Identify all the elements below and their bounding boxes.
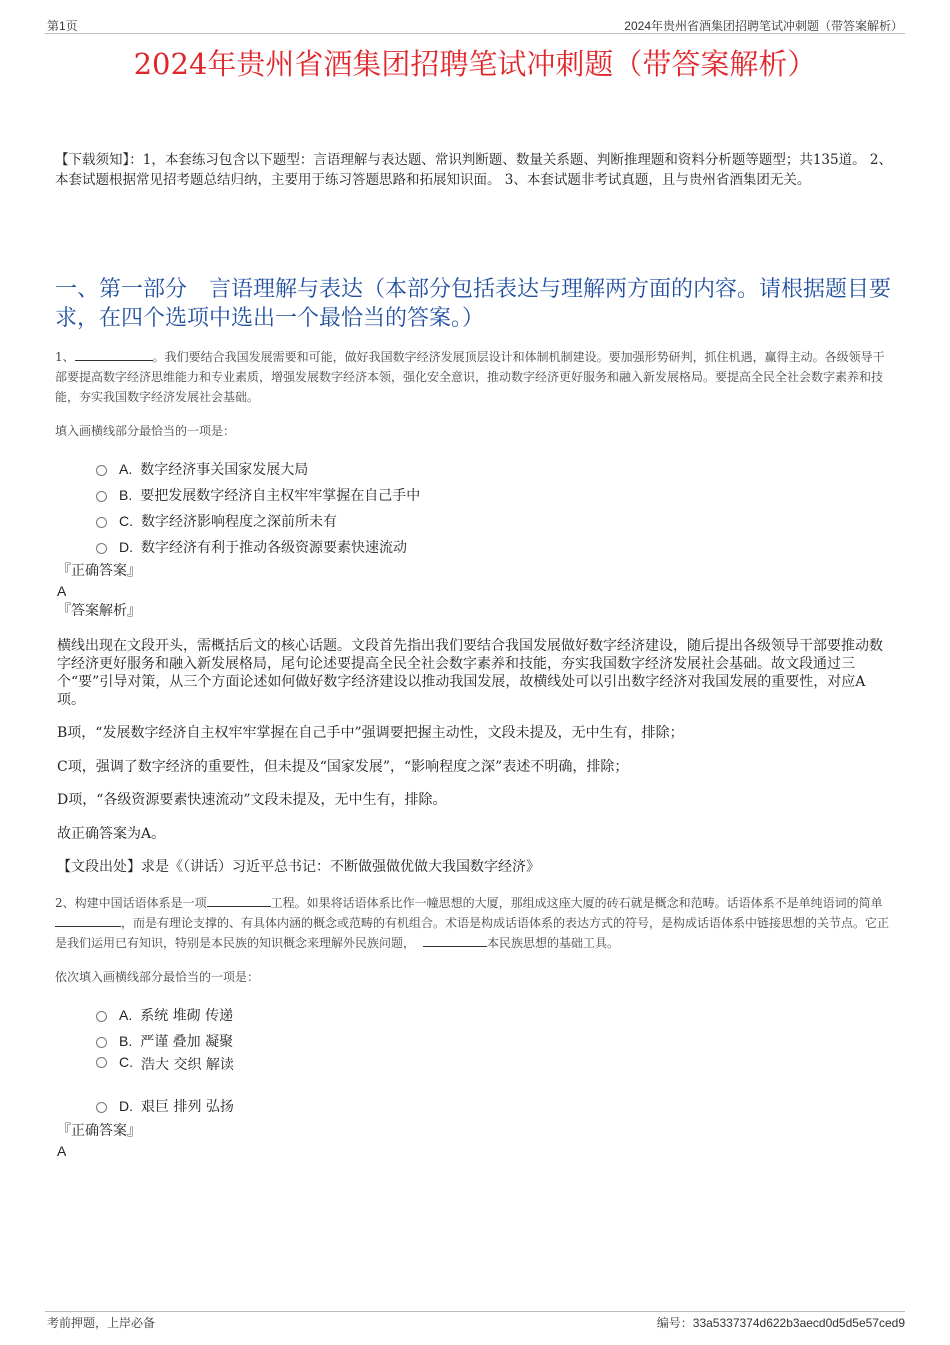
option-key: D. xyxy=(119,539,133,555)
question-body: 工程。如果将话语体系比作一幢思想的大厦，那组成这座大厦的砖石就是概念和范畴。话语体系不是单纯语词的简单 xyxy=(270,896,883,910)
question-1-options xyxy=(96,456,420,560)
option-d[interactable] xyxy=(96,534,420,560)
analysis-label: 『答案解析』 xyxy=(57,603,141,619)
footer-slogan: 考前押题，上岸必备 xyxy=(47,1316,156,1330)
question-number: 1、 xyxy=(55,350,75,364)
analysis-paragraph: D项，“各级资源要素快速流动”文段未提及，无中生有，排除。 xyxy=(57,792,447,808)
option-text: 要把发展数字经济自主权牢牢掌握在自己手中 xyxy=(140,488,421,504)
question-body: 构建中国话语体系是一项 xyxy=(74,896,207,910)
radio-button[interactable] xyxy=(96,465,107,476)
option-text: 浩大 交织 解读 xyxy=(141,1057,234,1073)
question-2-text xyxy=(55,893,897,953)
source-note: 【文段出处】求是《（讲话）习近平总书记：不断做强做优做大我国数字经济》 xyxy=(57,859,540,875)
answer-blank xyxy=(75,348,153,361)
answer-blank xyxy=(55,914,121,927)
question-2-prompt: 依次填入画横线部分最恰当的一项是： xyxy=(55,970,260,984)
option-d[interactable] xyxy=(96,1093,234,1119)
radio-button[interactable] xyxy=(96,1057,107,1068)
question-number: 2、 xyxy=(55,896,75,910)
document-code xyxy=(657,1314,905,1331)
section-heading: 一、第一部分 言语理解与表达（本部分包括表达与理解两方面的内容。请根据题目要求，在四个选项中选出一个最恰当的答案。） xyxy=(55,277,892,331)
page-number: 第1页 xyxy=(47,19,78,33)
question-body: 。我们要结合我国发展需要和可能，做好我国数字经济发展顶层设计和体制机制建设。要加强形势研判，抓住机遇，赢得主动。各级领导干部要提高数字经济思维能力和专业素质，增强发展数字经济本领，强化安全意识，推动数字经济更好服务和融入新发展格局。要提高全民全社会数字素养和技能，夯实我国数字经济发展社会基础。 xyxy=(55,350,885,404)
radio-button[interactable] xyxy=(96,517,107,528)
option-text: 数字经济事关国家发展大局 xyxy=(140,462,309,478)
option-text: 艰巨 排列 弘扬 xyxy=(141,1099,234,1115)
option-c[interactable] xyxy=(96,1054,234,1093)
header-title: 2024年贵州省酒集团招聘笔试冲刺题（带答案解析） xyxy=(624,19,903,33)
code-label: 编号： xyxy=(656,1316,693,1330)
option-text: 严谨 叠加 凝聚 xyxy=(140,1034,234,1050)
question-body: 本民族思想的基础工具。 xyxy=(487,936,620,950)
header-divider xyxy=(45,33,905,34)
radio-button[interactable] xyxy=(96,1011,107,1022)
option-key: D. xyxy=(119,1098,133,1114)
option-key: A. xyxy=(119,1007,133,1023)
question-2-options xyxy=(96,1002,234,1119)
radio-button[interactable] xyxy=(96,543,107,554)
analysis-paragraph: 横线出现在文段开头，需概括后文的核心话题。文段首先指出我们要结合我国发展做好数字经济建设，随后提出各级领导干部要推动数字经济更好服务和融入新发展格局，尾句论述要提高全民全社会数字素养和技能，夯实我国数字经济发展社会基础。故文段通过三个“要”引导对策，从三个方面论述如何做好数字经济建设以推动我国发展，故横线处可以引出数字经济对我国发展的重要性，对应A项。 xyxy=(57,638,883,708)
option-key: B. xyxy=(119,1033,133,1049)
option-text: 数字经济有利于推动各级资源要素快速流动 xyxy=(141,540,407,556)
option-c[interactable] xyxy=(96,508,420,534)
option-a[interactable] xyxy=(96,456,420,482)
question-body: ，而是有理论支撑的、有具体内涵的概念或范畴的有机组合。术语是构成话语体系的表达方式的符号，是构成话语体系中链接思想的关节点。它正是我们运用已有知识，特别是本民族的知识概念来理解外民族问题， xyxy=(55,916,890,950)
answer-label: 『正确答案』 xyxy=(57,1123,141,1139)
option-b[interactable] xyxy=(96,1028,234,1054)
footer-divider xyxy=(45,1311,905,1312)
answer-blank xyxy=(207,894,271,907)
correct-answer: A xyxy=(57,1143,67,1159)
analysis-paragraph: 故正确答案为A。 xyxy=(57,826,166,842)
document-title: 2024年贵州省酒集团招聘笔试冲刺题（带答案解析） xyxy=(133,47,817,81)
question-1-prompt: 填入画横线部分最恰当的一项是： xyxy=(55,424,236,438)
option-key: C. xyxy=(119,513,133,529)
correct-answer: A xyxy=(57,583,67,599)
download-notice: 【下载须知】：1，本套练习包含以下题型：言语理解与表达题、常识判断题、数量关系题、判断推理题和资料分析题等题型；共135道。 2、本套试题根据常见招考题总结归纳，主要用于练习答题思路和拓展知识面。 3、本套试题非考试真题，且与贵州省酒集团无关。 xyxy=(55,152,892,188)
analysis-paragraph: B项，“发展数字经济自主权牢牢掌握在自己手中”强调要把握主动性，文段未提及，无中生有，排除； xyxy=(57,725,684,741)
radio-button[interactable] xyxy=(96,1037,107,1048)
answer-blank xyxy=(423,934,487,947)
radio-button[interactable] xyxy=(96,491,107,502)
analysis-paragraph: C项，强调了数字经济的重要性，但未提及“国家发展”，“影响程度之深”表述不明确，排除； xyxy=(57,759,629,775)
option-a[interactable] xyxy=(96,1002,234,1028)
option-key: B. xyxy=(119,487,133,503)
option-b[interactable] xyxy=(96,482,420,508)
option-key: C. xyxy=(119,1054,133,1070)
question-1-text xyxy=(55,347,895,407)
radio-button[interactable] xyxy=(96,1102,107,1113)
option-text: 系统 堆砌 传递 xyxy=(140,1008,234,1024)
answer-label: 『正确答案』 xyxy=(57,563,141,579)
code-value: 33a5337374d622b3aecd0d5d5e57ced9 xyxy=(692,1316,905,1330)
option-text: 数字经济影响程度之深前所未有 xyxy=(141,514,337,530)
option-key: A. xyxy=(119,461,133,477)
